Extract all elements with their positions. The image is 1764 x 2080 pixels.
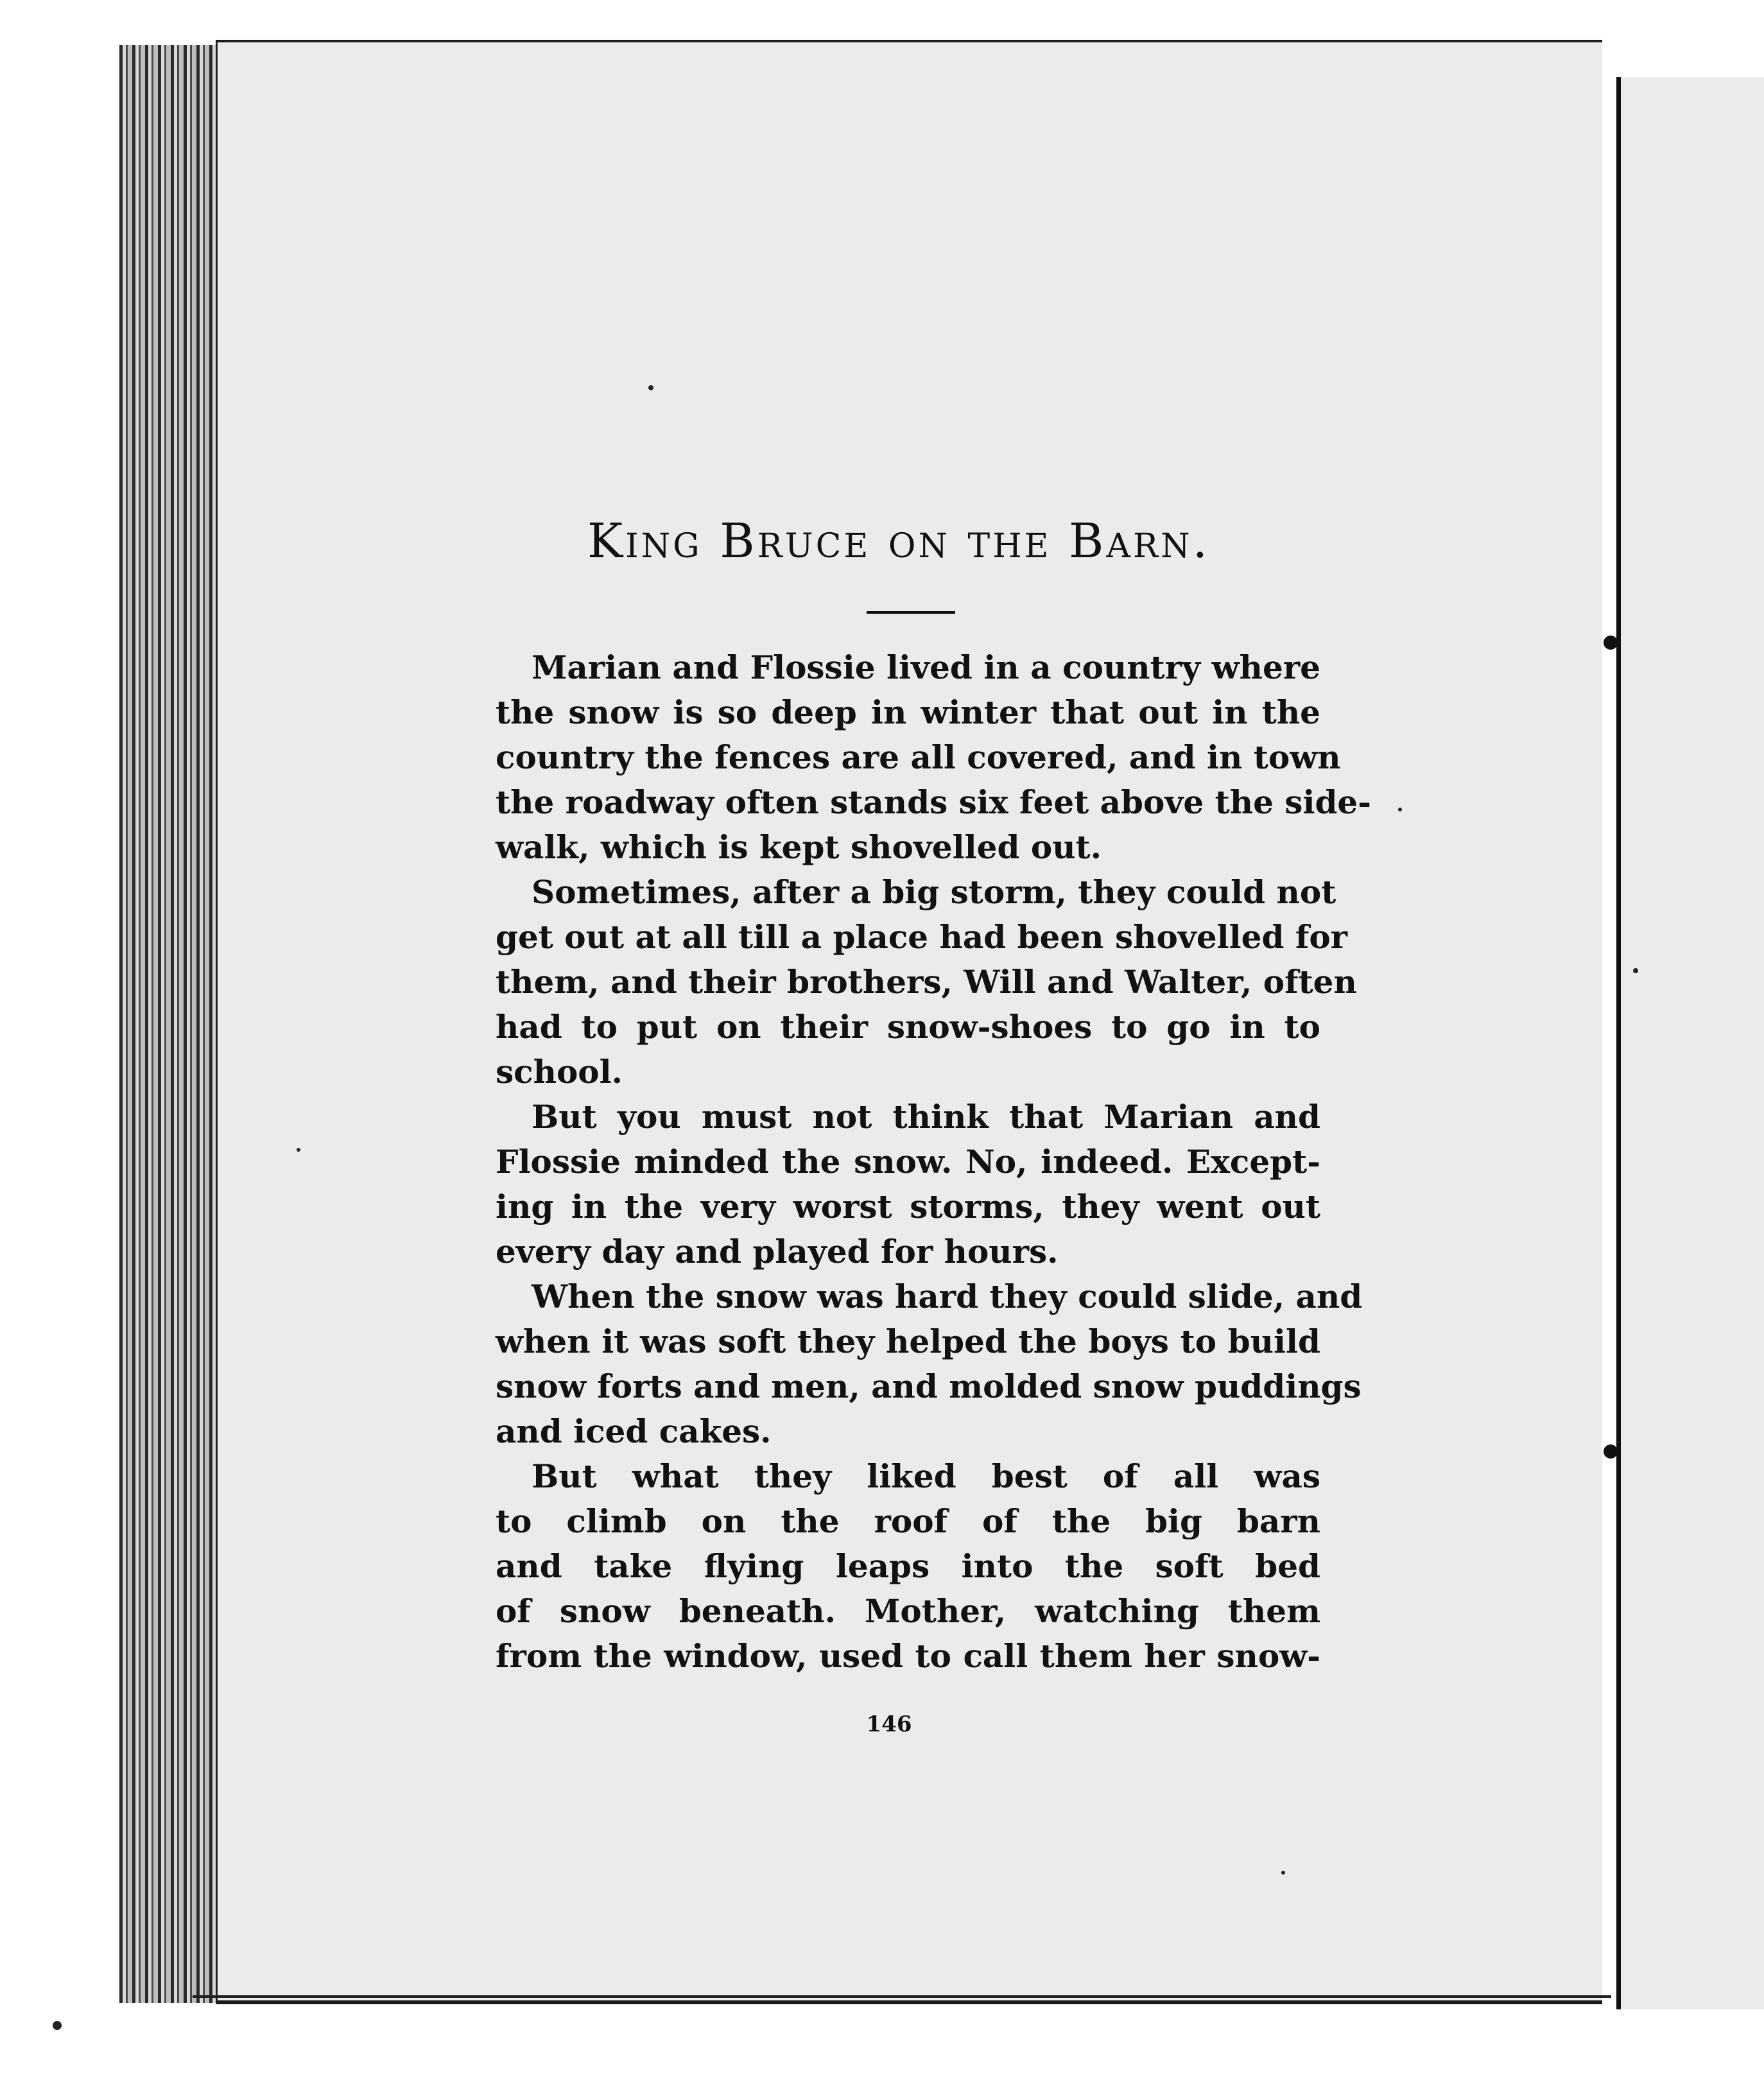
- binding-mark: [1604, 1444, 1618, 1459]
- binding-mark: [1604, 636, 1618, 650]
- text-line: walk, which is kept shovelled out.: [496, 828, 1102, 866]
- text-line: and iced cakes.: [496, 1412, 772, 1450]
- text-line: and take flying leaps into the soft bed: [496, 1547, 1320, 1585]
- book-page-edges: [119, 45, 216, 2003]
- paragraph: [496, 1274, 1363, 1454]
- text-line: school.: [496, 1053, 623, 1091]
- text-line: the roadway often stands six feet above the side-: [496, 783, 1371, 821]
- title-rule: [867, 611, 955, 614]
- page-number: 146: [866, 1712, 912, 1737]
- scan-speck: [1281, 1871, 1285, 1875]
- scan-speck: [53, 2021, 62, 2030]
- body-text: [496, 645, 1371, 1679]
- facing-page-edge: [1616, 77, 1764, 2009]
- text-line: But you must not think that Marian and: [532, 1098, 1320, 1136]
- text-line: Flossie minded the snow. No, indeed. Except-: [496, 1143, 1320, 1181]
- text-line: to climb on the roof of the big barn: [496, 1502, 1320, 1540]
- text-line: from the window, used to call them her snow-: [496, 1637, 1320, 1675]
- scan-speck: [297, 1148, 300, 1152]
- paragraph: [496, 1454, 1320, 1679]
- text-line: of snow beneath. Mother, watching them: [496, 1592, 1320, 1630]
- text-line: Marian and Flossie lived in a country where: [532, 648, 1320, 686]
- paragraph: [496, 645, 1371, 870]
- scan-speck: [648, 385, 653, 390]
- text-line: had to put on their snow-shoes to go in to: [496, 1008, 1320, 1046]
- text-line: them, and their brothers, Will and Walter, often: [496, 963, 1357, 1001]
- text-line: every day and played for hours.: [496, 1233, 1059, 1270]
- text-line: when it was soft they helped the boys to build: [496, 1322, 1320, 1360]
- page-bottom-edge: [193, 1995, 1611, 1998]
- text-line: country the fences are all covered, and in town: [496, 738, 1341, 776]
- text-line: When the snow was hard they could slide, and: [532, 1278, 1363, 1315]
- text-line: Sometimes, after a big storm, they could not: [532, 873, 1336, 911]
- chapter-title: King Bruce on the Barn.: [587, 514, 1211, 569]
- text-line: the snow is so deep in winter that out in the: [496, 693, 1320, 731]
- text-line: get out at all till a place had been shovelled for: [496, 918, 1348, 956]
- scan-speck: [1398, 808, 1402, 811]
- paragraph: [496, 1095, 1320, 1274]
- scan-speck: [1633, 968, 1638, 973]
- paragraph: [496, 870, 1357, 1095]
- text-line: snow forts and men, and molded snow puddings: [496, 1367, 1362, 1405]
- text-line: But what they liked best of all was: [532, 1457, 1320, 1495]
- text-line: ing in the very worst storms, they went out: [496, 1188, 1320, 1226]
